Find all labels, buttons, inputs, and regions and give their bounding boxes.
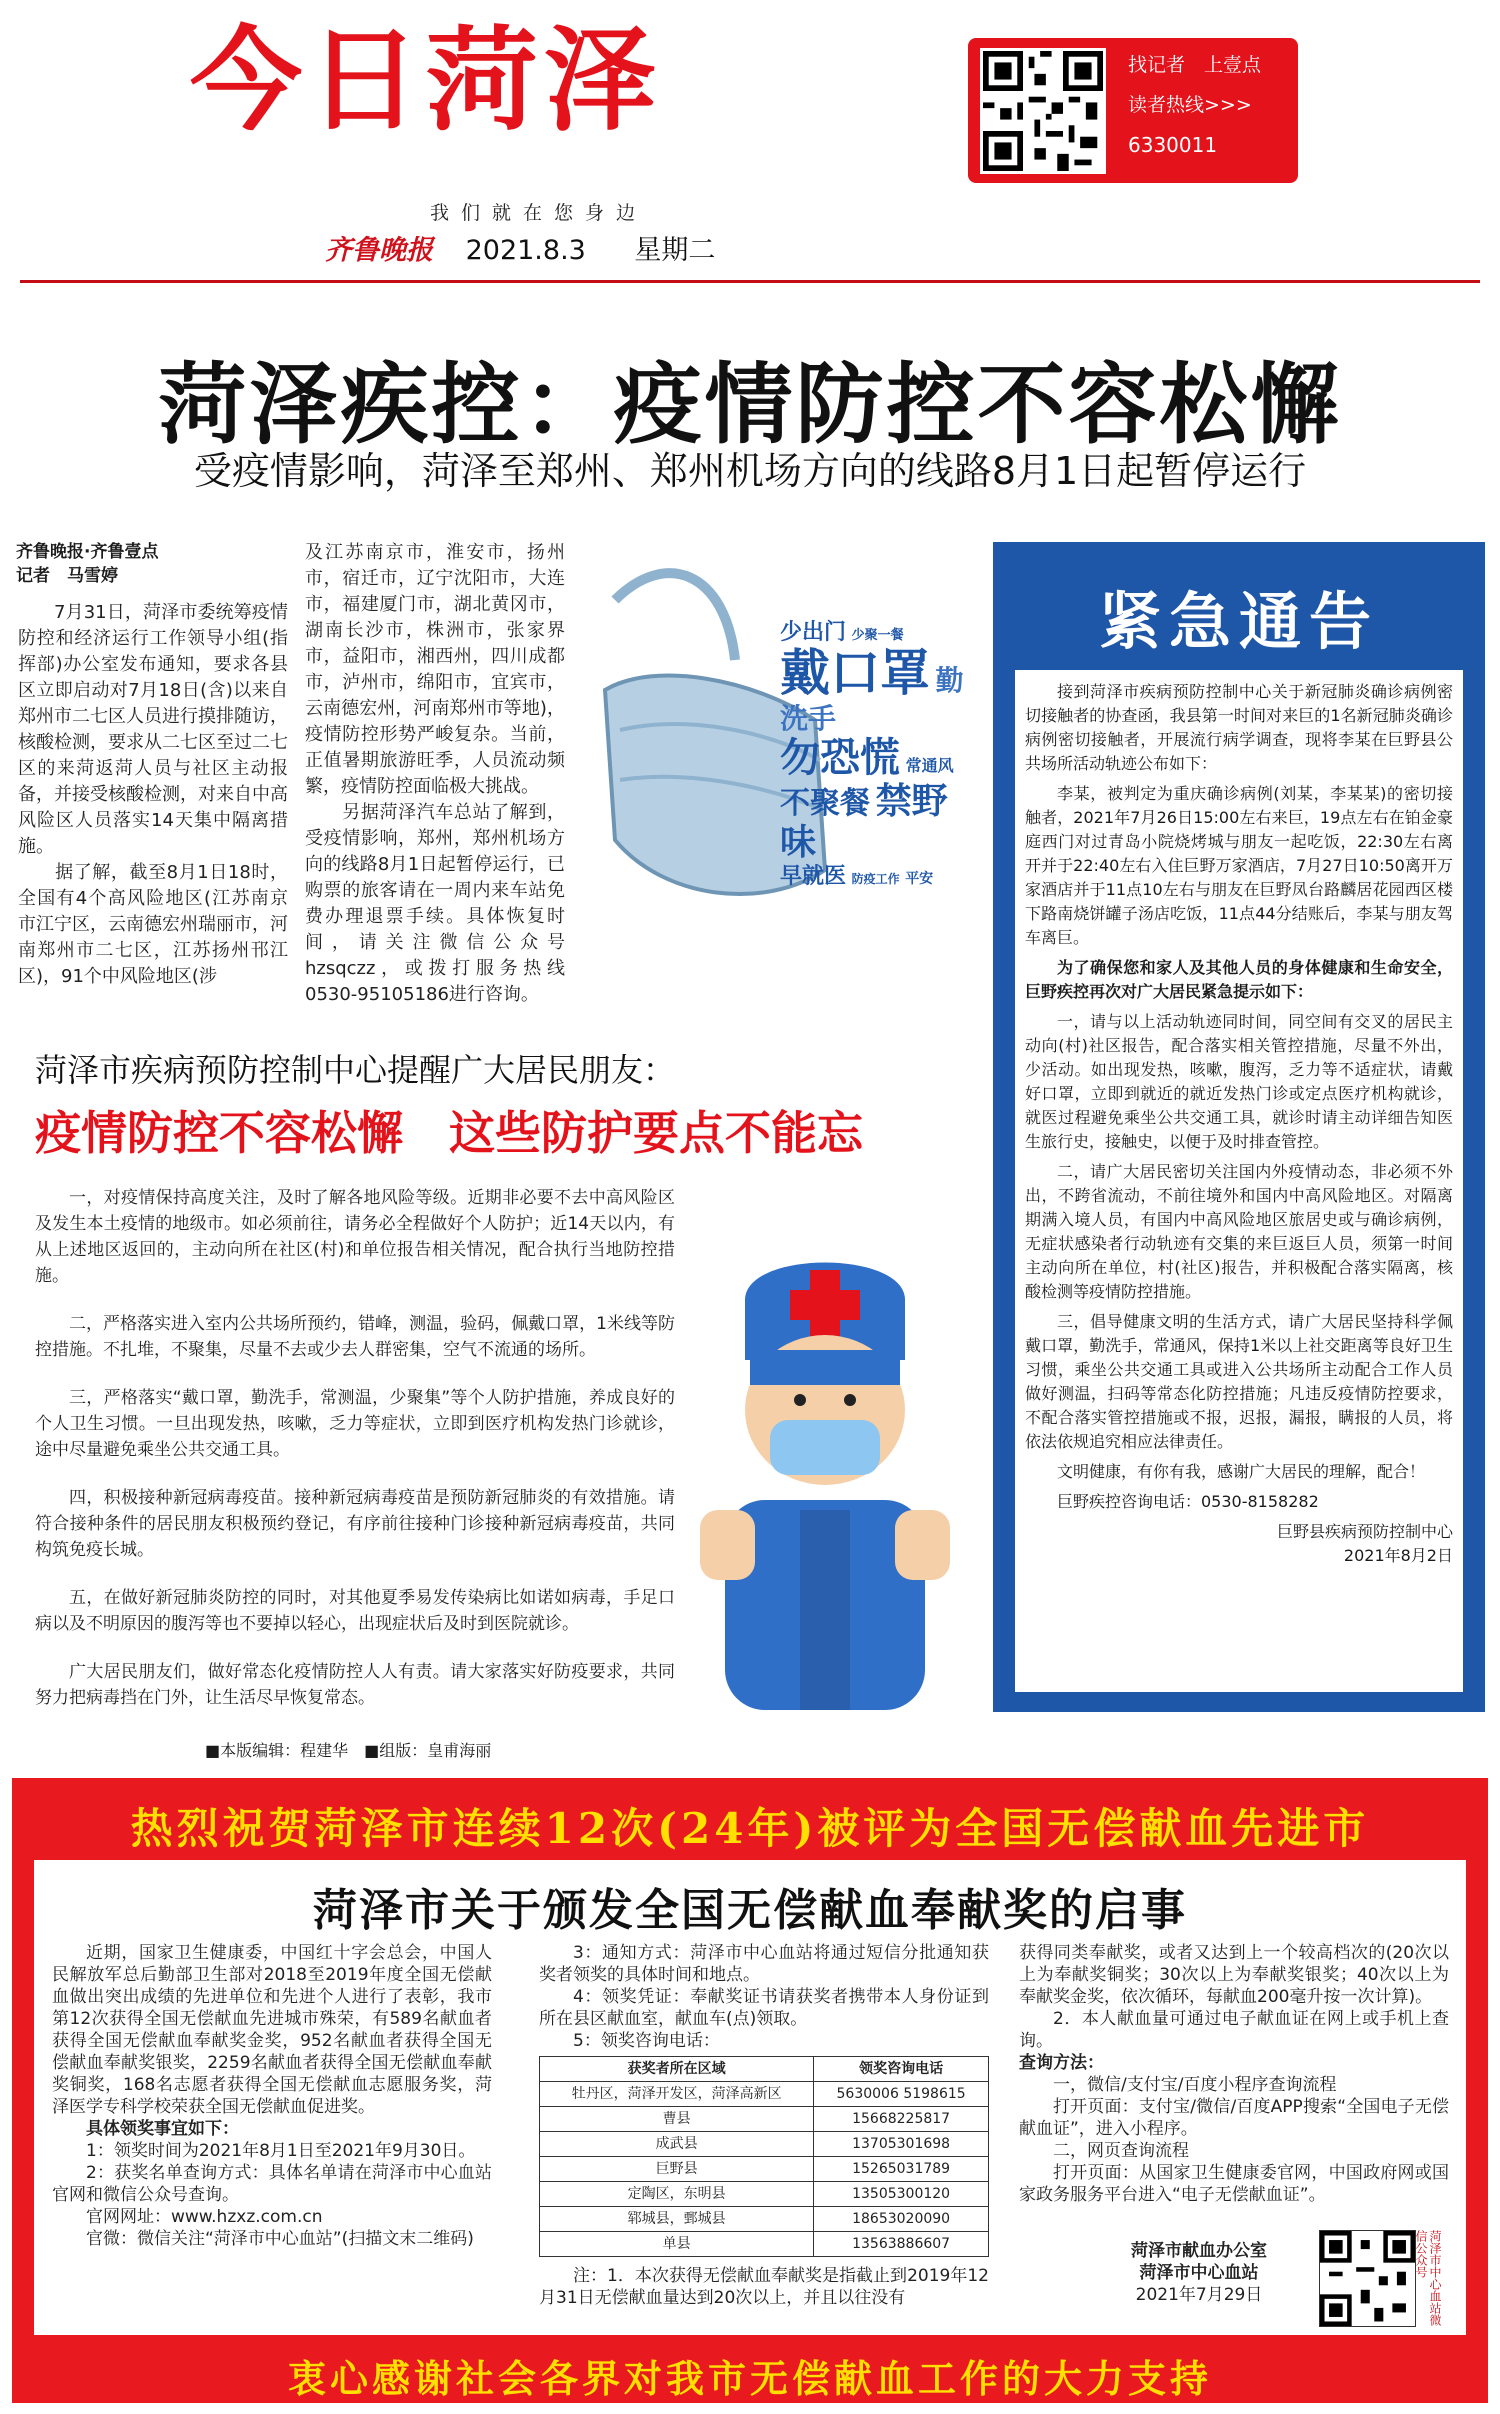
mask-word: 少出门	[780, 620, 847, 645]
table-cell: 郓城县，鄄城县	[540, 2207, 814, 2232]
table-cell: 巨野县	[540, 2157, 814, 2182]
mask-word: 常通风	[905, 755, 954, 775]
notice-title: 紧急通告	[1098, 585, 1379, 658]
ad-panel	[34, 1860, 1466, 2335]
hotline-box	[968, 38, 1298, 183]
byline	[16, 540, 158, 588]
ad-section-heading: 具体领奖事宜如下：	[86, 2119, 239, 2139]
table-cell: 13505300120	[814, 2182, 989, 2207]
issue-weekday: 星期二	[634, 235, 716, 266]
cdc-red-title: 疫情防控不容松懈 这些防护要点不能忘	[35, 1106, 863, 1160]
ad-item: 4：领奖凭证：奉献奖证书请获奖者携带本人身份证到所在县区献血室，献血车(点)领取。	[539, 1987, 989, 2029]
mask-word: 禁野味	[780, 780, 948, 864]
cdc-closing: 广大居民朋友们，做好常态化疫情防控人人有责。请大家落实好防疫要求，共同努力把病毒挡在门外，让生活尽早恢复常态。	[35, 1662, 675, 1708]
table-cell: 牡丹区，菏泽开发区，菏泽高新区	[540, 2082, 814, 2107]
medical-worker-icon	[680, 1240, 970, 1710]
table-header: 领奖咨询电话	[814, 2057, 989, 2082]
mask-word: 不聚餐	[780, 785, 870, 821]
ad-column-3	[1019, 1942, 1449, 2206]
headline: 菏泽疾控：疫情防控不容松懈	[158, 353, 1342, 456]
subheadline: 受疫情影响，菏泽至郑州、郑州机场方向的线路8月1日起暂停运行	[193, 449, 1307, 493]
ad-item: 2：获奖名单查询方式：具体名单请在菏泽市中心血站官网和微信公众号查询。	[52, 2163, 492, 2205]
table-cell: 单县	[540, 2232, 814, 2257]
ad-sign-office: 菏泽市献血办公室	[1131, 2241, 1267, 2261]
notice-para: 接到菏泽市疾病预防控制中心关于新冠肺炎确诊病例密切接触者的协查函，我县第一时间对来巨的1名新冠肺炎确诊病例密切接触者，开展流行病学调查，现将李某在巨野县公共场所活动轨迹公布如下：	[1025, 682, 1453, 773]
table-cell: 13563886607	[814, 2232, 989, 2257]
ad-banner-top: 热烈祝贺菏泽市连续12次(24年)被评为全国无偿献血先进市	[130, 1804, 1370, 1853]
newspaper-brand: 齐鲁晚报	[325, 235, 433, 266]
ad-sign-station: 菏泽市中心血站	[1139, 2263, 1259, 2283]
table-row	[540, 2107, 989, 2132]
ad-column-1	[52, 1942, 492, 2250]
contact-table	[539, 2056, 989, 2257]
qr-code-icon[interactable]	[1319, 2230, 1416, 2327]
cdc-body	[35, 1185, 675, 1733]
table-cell: 曹县	[540, 2107, 814, 2132]
ad-banner-bottom: 衷心感谢社会各界对我市无偿献血工作的大力支持	[287, 2356, 1212, 2401]
cdc-point-4: 四，积极接种新冠病毒疫苗。接种新冠病毒疫苗是预防新冠肺炎的有效措施。请符合接种条件的居民朋友积极预约登记，有序前往接种门诊接种新冠病毒疫苗，共同构筑免疫长城。	[35, 1488, 675, 1560]
qr-caption: 菏泽市中心血站微信公众号	[1414, 2230, 1442, 2326]
hotline-line2: 读者热线>>>	[1128, 94, 1252, 116]
notice-para: 三，倡导健康文明的生活方式，请广大居民坚持科学佩戴口罩，勤洗手，常通风，保持1米以上社交距离等良好卫生习惯，乘坐公共交通工具或进入公共场所主动配合工作人员做好测温，扫码等常态化防控措施；凡违反疫情防控要求，不配合落实管控措施或不报，迟报，漏报，瞒报的人员，将依法依规追究相应法律责任。	[1025, 1312, 1453, 1451]
table-header-row	[540, 2057, 989, 2082]
masthead-slogan: 我们就在您身边	[430, 202, 648, 224]
issue-date: 2021.8.3	[465, 235, 586, 266]
ad-title: 菏泽市关于颁发全国无偿献血奉献奖的启事	[313, 1885, 1187, 1936]
ad-item: 打开页面：支付宝/微信/百度APP搜索“全国电子无偿献血证”，进入小程序。	[1019, 2097, 1449, 2139]
ad-sign-date: 2021年7月29日	[1135, 2285, 1263, 2305]
mask-word-cloud	[780, 620, 970, 889]
cdc-point-2: 二，严格落实进入室内公共场所预约，错峰，测温，验码，佩戴口罩，1米线等防控措施。不扎堆，不聚集，尽量不去或少去人群密集，空气不流通的场所。	[35, 1314, 675, 1360]
ad-item: 二，网页查询流程	[1053, 2141, 1189, 2161]
mask-word: 平安	[905, 870, 934, 887]
ad-website: 官网网址：www.hzxz.com.cn	[86, 2207, 323, 2227]
mask-word: 少聚一餐	[851, 628, 904, 643]
masthead-title: 今日菏泽	[190, 16, 662, 146]
ad-item: 打开页面：从国家卫生健康委官网，中国政府网或国家政务服务平台进入“电子无偿献血证”。	[1019, 2163, 1449, 2205]
notice-para: 文明健康，有你有我，感谢广大居民的理解，配合！	[1057, 1462, 1426, 1481]
mask-word: 防疫工作	[851, 871, 900, 886]
table-row	[540, 2232, 989, 2257]
masthead-date-bar	[325, 228, 715, 267]
article-column-1: 7月31日，菏泽市委统筹疫情防控和经济运行工作领导小组(指挥部)办公室发布通知，要求各县区立即启动对7月18日(含)以来自郑州市二七区人员进行摸排随访，核酸检测，要求从二七区至过二七区的来菏返菏人员与社区主动报备，并接受核酸检测，对来自中高风险区人员落实14天集中隔离措施。 据了解，截至8月1日18时，全国有4个高风险地区(江苏南京市江宁区，云南德宏州瑞丽市，河南郑州市二七区，江苏扬州邗江区)，91个中风险地区(涉	[18, 602, 288, 987]
ad-item: 一，微信/支付宝/百度小程序查询流程	[1053, 2075, 1337, 2095]
cdc-point-1: 一，对疫情保持高度关注，及时了解各地风险等级。近期非必要不去中高风险区及发生本土疫情的地级市。如必须前往，请务必全程做好个人防护；近14天以内，有从上述地区返回的，主动向所在社区(村)和单位报告相关情况，配合执行当地防控措施。	[35, 1188, 675, 1286]
ad-column-2	[539, 1942, 989, 2309]
table-row	[540, 2207, 989, 2232]
table-cell: 成武县	[540, 2132, 814, 2157]
ad-intro: 近期，国家卫生健康委，中国红十字会总会，中国人民解放军总后勤部卫生部对2018至2019年度全国无偿献血做出突出成绩的先进单位和先进个人进行了表彰，我市第12次获得全国无偿献血先进城市殊荣，有589名献血者获得全国无偿献血奉献奖金奖，952名献血者获得全国无偿献血奉献奖银奖，2259名献血者获得全国无偿献血奉献奖铜奖，168名志愿者获得全国无偿献血志愿服务奖，菏泽医学专科学校荣获全国无偿献血促进奖。	[52, 1943, 492, 2117]
ad-item: 获得同类奉献奖，或者又达到上一个较高档次的(20次以上为奉献奖铜奖；30次以上为奉献奖银奖；40次以上为奉献奖金奖，依次循环，每献血200毫升按一次计算)。	[1019, 1943, 1449, 2007]
table-cell: 5630006 5198615	[814, 2082, 989, 2107]
cdc-point-5: 五，在做好新冠肺炎防控的同时，对其他夏季易发传染病比如诺如病毒，手足口病以及不明原因的腹泻等也不要掉以轻心，出现症状后及时到医院就诊。	[35, 1588, 675, 1634]
notice-para: 二，请广大居民密切关注国内外疫情动态，非必须不外出，不跨省流动，不前往境外和国内中高风险地区。对隔离期满入境人员，有国内中高风险地区旅居史或与确诊病例，无症状感染者行动轨迹有交集的来巨返巨人员，须第一时间主动向所在单位，村(社区)报告，并积极配合落实隔离，核酸检测等疫情防控措施。	[1025, 1162, 1453, 1301]
ad-item: 5：领奖咨询电话：	[573, 2031, 720, 2051]
qr-code-icon[interactable]	[980, 48, 1106, 174]
byline-source: 齐鲁晚报·齐鲁壹点	[16, 542, 159, 562]
notice-date: 2021年8月2日	[1343, 1546, 1453, 1565]
table-cell: 18653020090	[814, 2207, 989, 2232]
notice-body	[1015, 670, 1463, 1692]
ad-signature	[1094, 2240, 1304, 2306]
table-header: 获奖者所在区域	[540, 2057, 814, 2082]
hotline-line1: 找记者 上壹点	[1128, 54, 1262, 76]
byline-reporter: 记者 马雪婷	[16, 566, 118, 586]
ad-item: 3：通知方式：菏泽市中心血站将通过短信分批通知获奖者领奖的具体时间和地点。	[539, 1943, 989, 1985]
table-row	[540, 2082, 989, 2107]
emergency-notice	[993, 542, 1485, 1712]
cdc-point-3: 三，严格落实“戴口罩，勤洗手，常测温，少聚集”等个人防护措施，养成良好的个人卫生习惯。一旦出现发热，咳嗽，乏力等症状，立即到医疗机构发热门诊就诊，途中尽量避免乘坐公共交通工具。	[35, 1388, 675, 1460]
blood-donation-ad	[12, 1778, 1488, 2403]
mask-word: 戴口罩	[780, 644, 930, 703]
table-cell: 15668225817	[814, 2107, 989, 2132]
table-cell: 定陶区，东明县	[540, 2182, 814, 2207]
ad-wechat: 官微：微信关注“菏泽市中心血站”(扫描文末二维码)	[86, 2229, 474, 2249]
notice-para: 李某，被判定为重庆确诊病例(刘某，李某某)的密切接触者，2021年7月26日15:00左右来巨，19点左右在铂金豪庭西门对过青岛小院烧烤城与朋友一起吃饭，22:30左右离开并于22:40左右入住巨野万家酒店，7月27日10:50离开万家酒店并于11点10左右与朋友在巨野凤台路麟居花园西区楼下路南烧饼罐子汤店吃饭，11点44分结账后，李某与朋友驾车离巨。	[1025, 784, 1453, 947]
table-row	[540, 2182, 989, 2207]
mask-illustration	[575, 540, 975, 940]
notice-para: 一，请与以上活动轨迹同时间，同空间有交叉的居民主动向(村)社区报告，配合落实相关管控措施，尽量不外出，少活动。如出现发热，咳嗽，腹泻，乏力等不适症状，请戴好口罩，立即到就近的就近发热门诊或定点医疗机构就诊，就医过程避免乘坐公共交通工具，就诊时请主动详细告知医生旅行史，接触史，以便于及时排查管控。	[1025, 1012, 1453, 1151]
table-row	[540, 2157, 989, 2182]
cdc-title: 菏泽市疾病预防控制中心提醒广大居民朋友：	[35, 1051, 676, 1089]
article-column-2: 及江苏南京市，淮安市，扬州市，宿迁市，辽宁沈阳市，大连市，福建厦门市，湖北黄冈市，湖南长沙市，株洲市，张家界市，益阳市，湘西州，四川成都市，泸州市，绵阳市，宜宾市，云南德宏州，河南郑州市等地)，疫情防控形势严峻复杂。当前，正值暑期旅游旺季，人员流动频繁，疫情防控面临极大挑战。 另据菏泽汽车总站了解到，受疫情影响，郑州，郑州机场方向的线路8月1日起暂停运行，已购票的旅客请在一周内来车站免费办理退票手续。具体恢复时间，请关注微信公众号hzsqczz，或拨打服务热线0530-95105186进行咨询。	[305, 542, 565, 1005]
mask-word: 勤洗手	[780, 664, 964, 735]
masthead-divider	[20, 280, 1480, 283]
mask-word: 勿恐慌	[780, 734, 900, 781]
notice-signature: 巨野县疾病预防控制中心	[1276, 1522, 1453, 1541]
health-worker-illustration	[680, 1240, 970, 1710]
table-row	[540, 2132, 989, 2157]
notice-phone: 巨野疾控咨询电话：0530-8158282	[1057, 1492, 1319, 1511]
ad-item: 2．本人献血量可通过电子献血证在网上或手机上查询。	[1019, 2009, 1449, 2051]
ad-item: 1：领奖时间为2021年8月1日至2021年9月30日。	[86, 2141, 476, 2161]
hotline-number: 6330011	[1128, 133, 1218, 157]
ad-footnote: 注：1．本次获得无偿献血奉献奖是指截止到2019年12月31日无偿献血量达到20次以上，并且以往没有	[539, 2266, 989, 2308]
ad-section-heading: 查询方法：	[1019, 2053, 1104, 2073]
notice-para: 为了确保您和家人及其他人员的身体健康和生命安全，巨野疾控再次对广大居民紧急提示如下：	[1025, 958, 1453, 1001]
mask-word: 早就医	[780, 863, 847, 889]
editor-credits: ■本版编辑：程建华 ■组版：皇甫海丽	[205, 1741, 492, 1760]
table-cell: 15265031789	[814, 2157, 989, 2182]
table-cell: 13705301698	[814, 2132, 989, 2157]
